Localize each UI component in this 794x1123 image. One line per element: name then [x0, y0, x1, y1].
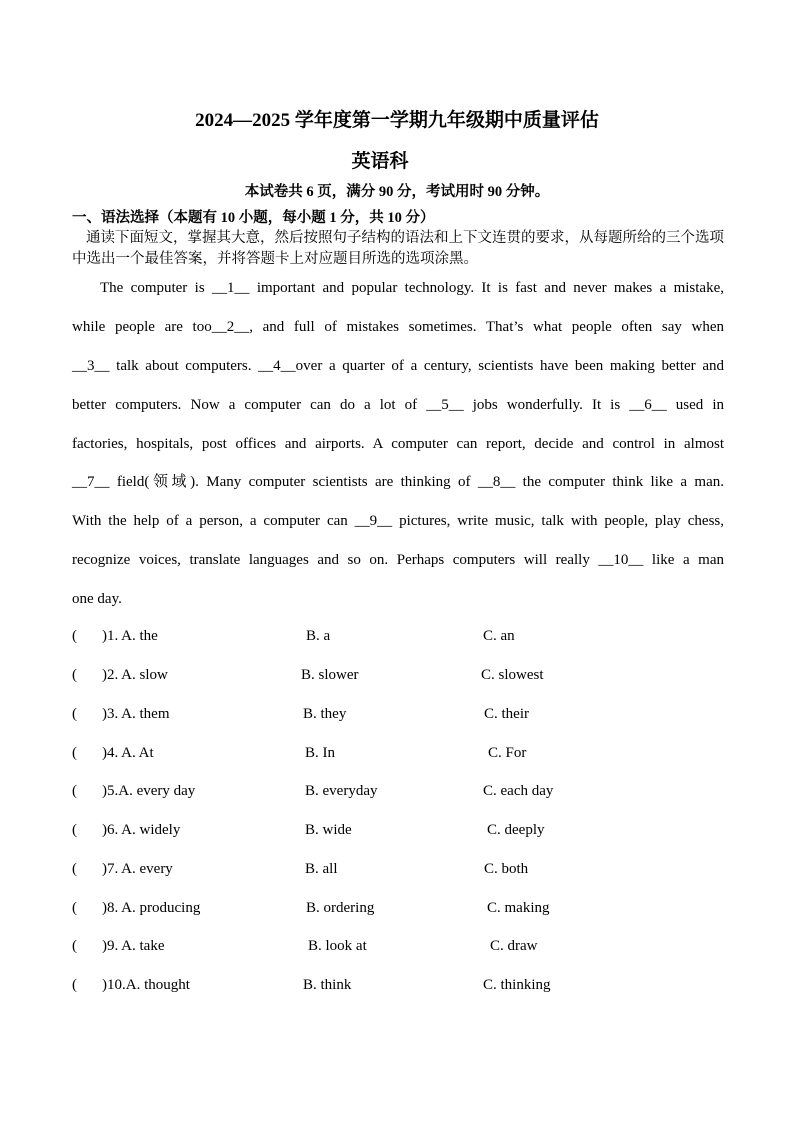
question-row-5 — [72, 780, 692, 802]
option-b: B. look at — [308, 938, 367, 954]
answer-bracket: ( — [72, 938, 77, 954]
exam-info: 本试卷共 6 页，满分 90 分，考试用时 90 分钟。 — [244, 184, 550, 200]
passage-line: __7__ field(领域). Many computer scientists are thinking of __8__ the computer think like a man. — [72, 474, 724, 491]
option-a: )8. A. producing — [102, 900, 201, 916]
option-c: C. both — [484, 861, 529, 877]
option-a: )9. A. take — [102, 938, 165, 954]
option-a: )4. A. At — [102, 745, 154, 761]
option-b: B. think — [303, 977, 352, 993]
answer-bracket: ( — [72, 783, 77, 799]
passage-line: The computer is __1__ important and popular technology. It is fast and never makes a mistake, — [100, 280, 724, 296]
option-c: C. For — [488, 745, 527, 761]
answer-bracket: ( — [72, 667, 77, 683]
option-a: )6. A. widely — [102, 822, 181, 838]
question-row-2 — [72, 664, 692, 686]
question-row-8 — [72, 897, 692, 919]
option-b: B. ordering — [306, 900, 375, 916]
passage-line: one day. — [72, 591, 122, 608]
option-b: B. In — [305, 745, 335, 761]
option-a: )10.A. thought — [102, 977, 190, 993]
passage — [72, 277, 724, 627]
answer-bracket: ( — [72, 745, 77, 761]
passage-line: better computers. Now a computer can do a lot of __5__ jobs wonderfully. It is __6__ used in — [72, 396, 724, 413]
option-b: B. wide — [305, 822, 352, 838]
passage-line: while people are too__2__, and full of mistakes sometimes. That’s what people often say when — [72, 318, 724, 335]
option-c: C. each day — [483, 783, 554, 799]
option-c: C. their — [484, 706, 529, 722]
passage-line: With the help of a person, a computer can __9__ pictures, write music, talk with people, play chess, — [72, 513, 724, 530]
option-a: )2. A. slow — [102, 667, 168, 683]
option-c: C. draw — [490, 938, 538, 954]
answer-bracket: ( — [72, 822, 77, 838]
option-c: C. slowest — [481, 667, 544, 683]
answer-bracket: ( — [72, 900, 77, 916]
passage-line: __3__ talk about computers. __4__over a quarter of a century, scientists have been making better and — [72, 357, 724, 374]
option-a: )1. A. the — [102, 628, 158, 644]
page-title: 2024—2025 学年度第一学期九年级期中质量评估 — [195, 110, 599, 131]
option-a: )3. A. them — [102, 706, 170, 722]
question-row-7 — [72, 858, 692, 880]
option-c: C. deeply — [487, 822, 545, 838]
subject-title: 英语科 — [351, 151, 409, 172]
answer-bracket: ( — [72, 706, 77, 722]
question-row-4 — [72, 742, 692, 764]
option-b: B. slower — [301, 667, 359, 683]
question-row-1 — [72, 625, 692, 647]
question-row-6 — [72, 819, 692, 841]
option-c: C. thinking — [483, 977, 551, 993]
option-a: )7. A. every — [102, 861, 173, 877]
option-b: B. they — [303, 706, 347, 722]
option-c: C. an — [483, 628, 515, 644]
question-row-9 — [72, 935, 692, 957]
answer-bracket: ( — [72, 977, 77, 993]
answer-bracket: ( — [72, 628, 77, 644]
answer-bracket: ( — [72, 861, 77, 877]
section-heading: 一、语法选择（本题有 10 小题，每小题 1 分，共 10 分） — [72, 210, 435, 226]
option-b: B. everyday — [305, 783, 378, 799]
option-b: B. all — [305, 861, 338, 877]
passage-line: recognize voices, translate languages and so on. Perhaps computers will really __10__ like a man — [72, 552, 724, 569]
question-row-3 — [72, 703, 692, 725]
option-c: C. making — [487, 900, 550, 916]
section-instructions: 通读下面短文，掌握其大意，然后按照句子结构的语法和上下文连贯的要求，从每题所给的三个选项中选出一个最佳答案，并将答题卡上对应题目所选的选项涂黑。 — [72, 230, 724, 267]
question-row-10 — [72, 974, 692, 996]
passage-line: factories, hospitals, post offices and airports. A computer can report, decide and control in almost — [72, 435, 724, 452]
option-a: )5.A. every day — [102, 783, 196, 799]
option-b: B. a — [306, 628, 331, 644]
